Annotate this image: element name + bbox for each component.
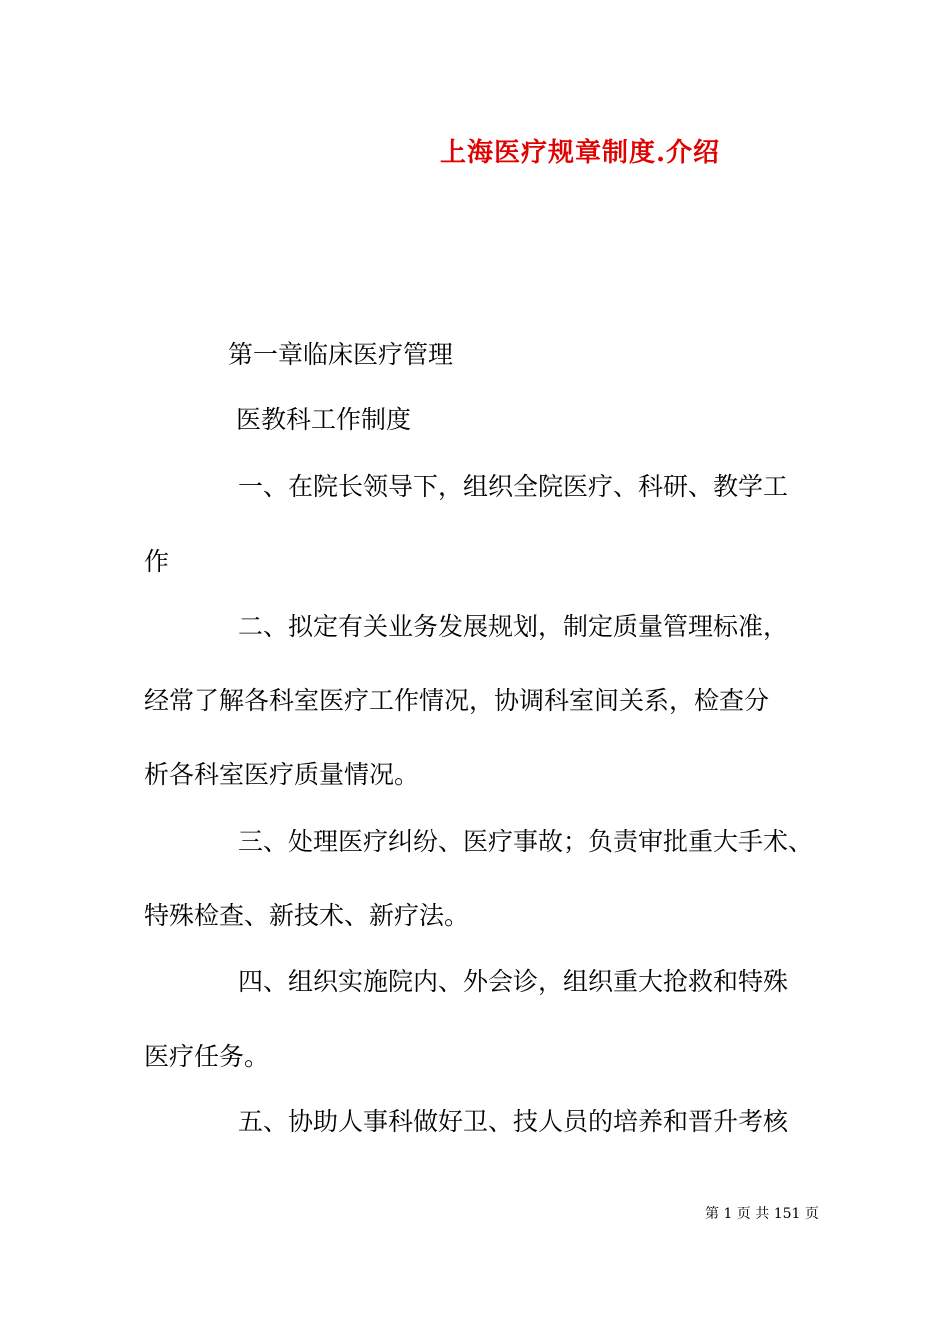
- paragraph-line: 特殊检查、新技术、新疗法。: [144, 901, 470, 930]
- paragraph-line: 二、拟定有关业务发展规划，制定质量管理标准，: [238, 612, 789, 641]
- paragraph-line: 一、在院长领导下，组织全院医疗、科研、教学工: [238, 472, 789, 501]
- document-title: 上海医疗规章制度.介绍: [440, 138, 721, 168]
- paragraph-line: 四、组织实施院内、外会诊，组织重大抢救和特殊: [238, 967, 789, 996]
- section-heading: 医教科工作制度: [236, 405, 412, 434]
- paragraph-line: 三、处理医疗纠纷、医疗事故；负责审批重大手术、: [238, 827, 814, 856]
- paragraph-line: 医疗任务。: [144, 1042, 270, 1071]
- paragraph-line: 经常了解各科室医疗工作情况，协调科室间关系，检查分: [144, 686, 770, 715]
- paragraph-line: 作: [144, 547, 170, 576]
- chapter-heading: 第一章临床医疗管理: [228, 340, 454, 369]
- paragraph-line: 析各科室医疗质量情况。: [144, 760, 420, 789]
- page-number: 第 1 页 共 151 页: [705, 1206, 819, 1222]
- paragraph-line: 五、协助人事科做好卫、技人员的培养和晋升考核: [238, 1107, 789, 1136]
